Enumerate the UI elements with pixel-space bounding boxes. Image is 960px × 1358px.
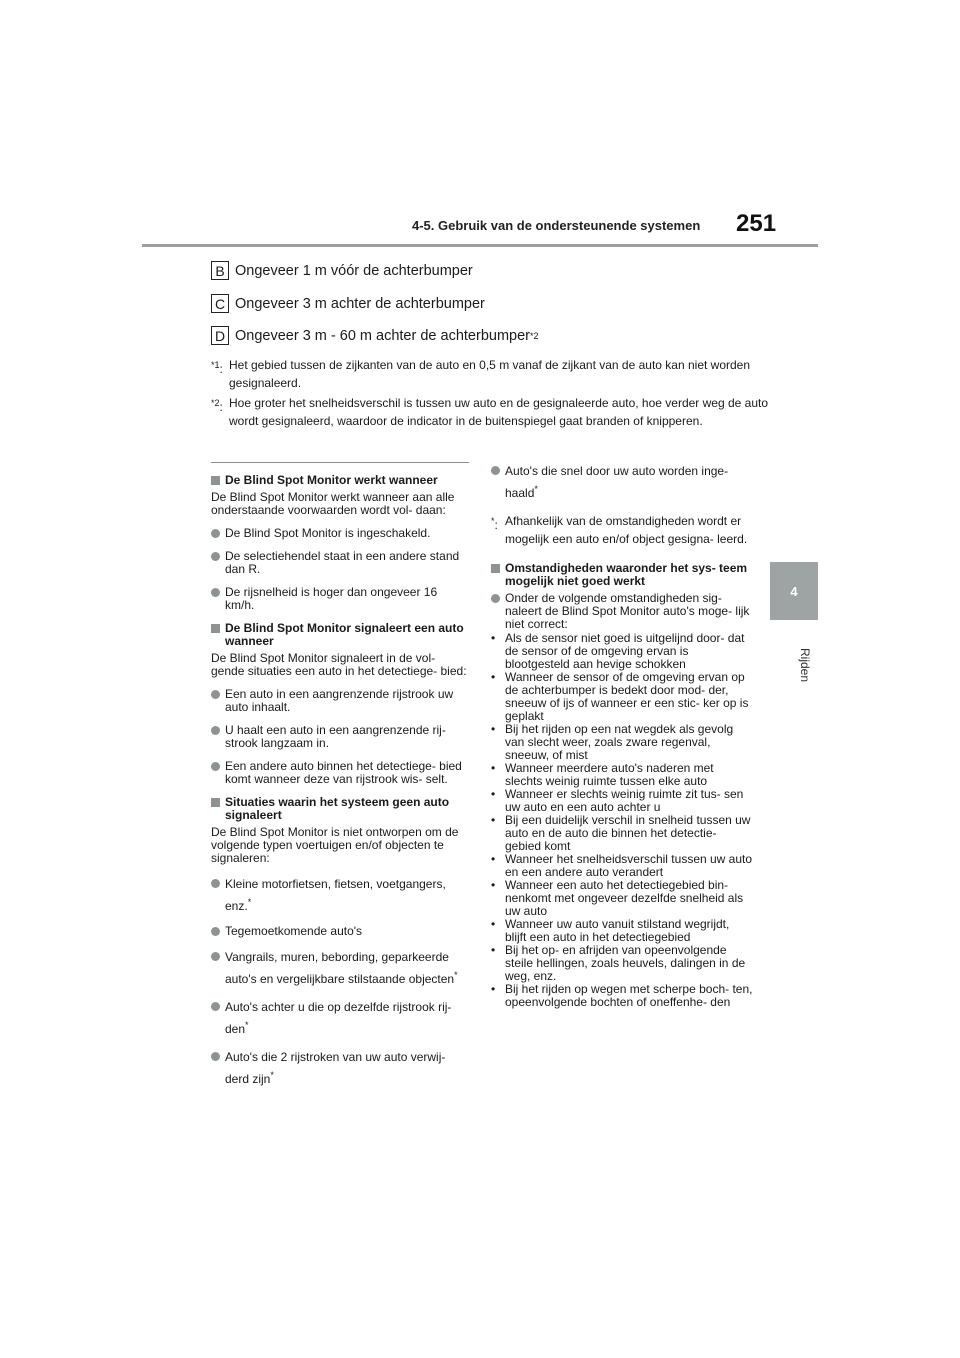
item-text: Ongeveer 3 m achter de achterbumper bbox=[235, 295, 485, 312]
footnote-text: Hoe groter het snelheidsverschil is tussen uw auto en de gesignaleerde auto, hoe verder weg de auto wordt gesignaleerd, waardoor de indicator in de buitenspiegel gaat branden of knipperen. bbox=[229, 396, 769, 428]
item-text: Ongeveer 1 m vóór de achterbumper bbox=[235, 262, 473, 279]
list-item: Vangrails, muren, bebording, geparkeerde auto's en vergelijkbare stilstaande objecten* bbox=[211, 948, 469, 988]
section-heading: De Blind Spot Monitor signaleert een auto wanneer bbox=[211, 622, 469, 648]
sub-list-item: • Wanneer meerdere auto's naderen met slechts weinig ruimte tussen elke auto bbox=[491, 761, 714, 788]
round-bullet-icon bbox=[211, 952, 220, 961]
list-item: Onder de volgende omstandigheden sig- naleert de Blind Spot Monitor auto's moge- lijk niet correct: bbox=[491, 592, 753, 631]
round-bullet-icon bbox=[211, 726, 220, 735]
square-bullet-icon bbox=[491, 564, 500, 573]
round-bullet-icon bbox=[211, 588, 220, 597]
header-divider bbox=[142, 244, 818, 247]
right-column bbox=[491, 462, 753, 1009]
page-number: 251 bbox=[736, 210, 777, 237]
letter-badge: D bbox=[211, 326, 229, 345]
chapter-label: Rijden bbox=[798, 648, 812, 683]
list-item: Een auto in een aangrenzende rijstrook uw auto inhaalt. bbox=[211, 688, 469, 714]
sub-list-item: • Wanneer het snelheidsverschil tussen uw auto en een andere auto verandert bbox=[491, 852, 753, 879]
sub-list-item: • Als de sensor niet goed is uitgelijnd door- dat de sensor of de omgeving ervan is blootgesteld aan hevige schokken bbox=[491, 631, 745, 671]
section-title: 4-5. Gebruik van de ondersteunende systemen bbox=[412, 218, 701, 233]
round-bullet-icon bbox=[491, 466, 500, 475]
letter-badge: C bbox=[211, 294, 229, 313]
paragraph: De Blind Spot Monitor signaleert in de vol- gende situaties een auto in het detectiege- bied: bbox=[211, 651, 467, 678]
list-item: U haalt een auto in een aangrenzende rij- strook langzaam in. bbox=[211, 724, 469, 750]
section-heading: De Blind Spot Monitor werkt wanneer bbox=[211, 474, 469, 487]
footnote-1: $^{*1}$: Het gebied tussen de zijkanten van de auto en 0,5 m vanaf de zijkant van de auto kan niet worden gesignaleerd. bbox=[211, 356, 771, 392]
round-bullet-icon bbox=[211, 690, 220, 699]
sub-list-item: • Wanneer een auto het detectiegebied bin- nenkomt met ongeveer dezelfde snelheid als uw auto bbox=[491, 878, 744, 918]
square-bullet-icon bbox=[211, 476, 220, 485]
round-bullet-icon bbox=[211, 927, 220, 936]
square-bullet-icon bbox=[211, 624, 220, 633]
footnote-mark: * bbox=[491, 516, 495, 526]
sub-list-item: • Bij het op- en afrijden van opeenvolgende steile hellingen, zoals heuvels, dalingen in de weg, enz. bbox=[491, 943, 746, 983]
sub-list-item: • Bij het rijden op een nat wegdek als gevolg van slecht weer, zoals zware regenval, sneeuw, of mist bbox=[491, 722, 734, 762]
sub-list-item: • Wanneer uw auto vanuit stilstand wegrijdt, blijft een auto in het detectiegebied bbox=[491, 917, 730, 944]
item-b bbox=[211, 261, 473, 280]
list-item: De selectiehendel staat in een andere stand dan R. bbox=[211, 550, 469, 576]
round-bullet-icon bbox=[211, 879, 220, 888]
list-item: Kleine motorfietsen, fietsen, voetgangers, enz.* bbox=[211, 875, 469, 915]
footnote-text: Het gebied tussen de zijkanten van de auto en 0,5 m vanaf de zijkant van de auto kan niet worden gesignaleerd. bbox=[229, 358, 751, 390]
letter-badge: B bbox=[211, 261, 229, 280]
footnote-mark: *1 bbox=[211, 360, 220, 370]
paragraph: De Blind Spot Monitor werkt wanneer aan alle onderstaande voorwaarden wordt vol- daan: bbox=[211, 490, 455, 517]
item-text: Ongeveer 3 m - 60 m achter de achterbumper bbox=[235, 327, 530, 344]
list-item: Auto's achter u die op dezelfde rijstrook rij- den* bbox=[211, 998, 469, 1038]
section-heading: Omstandigheden waaronder het sys- teem mogelijk niet goed werkt bbox=[491, 562, 753, 588]
sub-list-item: • Wanneer de sensor of de omgeving ervan op de achterbumper is bedekt door mod- der, sneeuw of ijs of wanneer er een stic- ker op is geplakt bbox=[491, 670, 749, 723]
round-bullet-icon bbox=[211, 552, 220, 561]
sub-list-item: • Bij het rijden op wegen met scherpe boch- ten, opeenvolgende bochten of oneffenhe- den bbox=[491, 982, 753, 1009]
sub-list-item: • Wanneer er slechts weinig ruimte zit tus- sen uw auto en een auto achter u bbox=[491, 787, 744, 814]
item-c bbox=[211, 294, 485, 313]
sub-list-item: • Bij een duidelijk verschil in snelheid tussen uw auto en de auto die binnen het detectie- gebied komt bbox=[491, 813, 751, 853]
list-item: De rijsnelheid is hoger dan ongeveer 16 km/h. bbox=[211, 586, 469, 612]
square-bullet-icon bbox=[211, 798, 220, 807]
round-bullet-icon bbox=[211, 529, 220, 538]
round-bullet-icon bbox=[491, 594, 500, 603]
paragraph: De Blind Spot Monitor is niet ontworpen om de volgende typen voertuigen en/of objecten te signaleren: bbox=[211, 825, 459, 865]
round-bullet-icon bbox=[211, 1002, 220, 1011]
column-divider bbox=[211, 462, 469, 463]
list-item: De Blind Spot Monitor is ingeschakeld. bbox=[211, 527, 469, 540]
list-item: Auto's die 2 rijstroken van uw auto verwij- derd zijn* bbox=[211, 1048, 469, 1088]
footnote-star: *: Afhankelijk van de omstandigheden wordt er mogelijk een auto en/of object gesigna- leerd. bbox=[491, 512, 753, 548]
list-item: Tegemoetkomende auto's bbox=[211, 925, 469, 938]
footnote-text: Afhankelijk van de omstandigheden wordt er mogelijk een auto en/of object gesigna- leerd. bbox=[505, 514, 748, 546]
section-heading: Situaties waarin het systeem geen auto signaleert bbox=[211, 796, 469, 822]
footnote-ref: * bbox=[247, 897, 252, 907]
chapter-tab: 4 bbox=[770, 562, 818, 620]
footnote-ref: * bbox=[454, 970, 458, 980]
round-bullet-icon bbox=[211, 1052, 220, 1061]
item-d bbox=[211, 326, 539, 345]
footnote-ref: * bbox=[534, 484, 538, 494]
round-bullet-icon bbox=[211, 762, 220, 771]
footnote-2: $^{*2}$: Hoe groter het snelheidsverschil is tussen uw auto en de gesignaleerde auto, hoe verder weg de auto wordt gesignaleerd, waardoor de indicator in de buitenspiegel gaat branden of knipperen. bbox=[211, 394, 771, 430]
footnote-ref: * bbox=[270, 1070, 274, 1080]
footnote-ref: * bbox=[245, 1020, 249, 1030]
sub-list bbox=[491, 632, 753, 1009]
list-item: Een andere auto binnen het detectiege- bied komt wanneer deze van rijstrook wis- selt. bbox=[211, 760, 469, 786]
left-column bbox=[211, 462, 469, 1098]
footnote-mark: *2 bbox=[211, 398, 220, 408]
footnote-ref: *2 bbox=[529, 330, 539, 341]
list-item: Auto's die snel door uw auto worden inge- haald* bbox=[491, 462, 753, 502]
